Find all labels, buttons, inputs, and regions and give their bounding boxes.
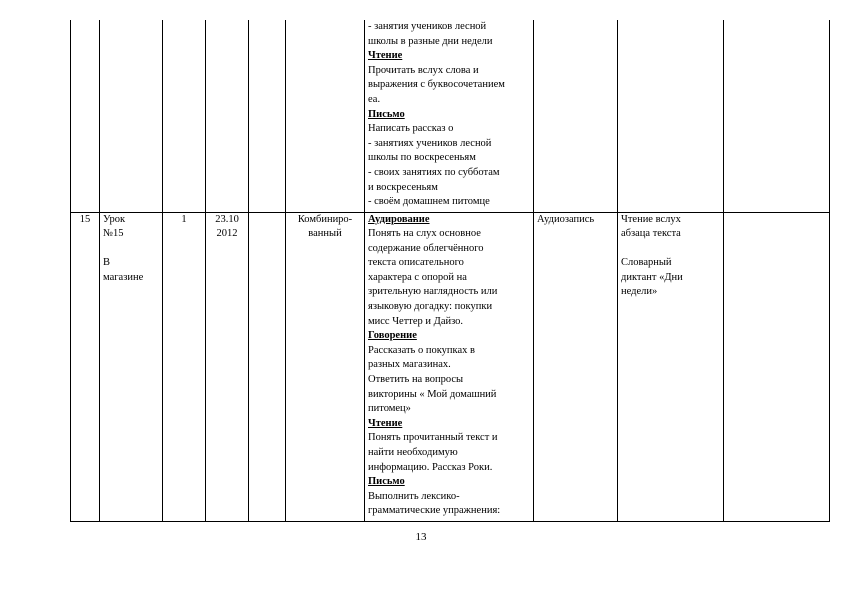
content-line: - занятиях учеников лесной (368, 137, 492, 149)
content-heading: Письмо (368, 476, 405, 488)
date-line: 2012 (216, 228, 238, 240)
content-line: школы в разные дни недели (368, 35, 493, 47)
content-line: Ответить на вопросы (368, 374, 464, 386)
content-line: информацию. Рассказ Роки. (368, 461, 493, 473)
date-line: 23.10 (215, 213, 239, 225)
content-heading: Чтение (368, 417, 403, 429)
cell-number (71, 20, 100, 212)
content-line: - занятия учеников лесной (368, 21, 487, 32)
control-line: Словарный (621, 257, 672, 269)
content-line: выражения с буквосочетанием (368, 79, 505, 91)
content-line: и воскресеньям (368, 181, 438, 193)
content-line: характера с опорой на (368, 271, 467, 283)
lesson-resources: Аудиозапись (537, 213, 595, 225)
control-line (621, 242, 720, 257)
content-line: еа. (368, 93, 381, 105)
topic-line: №15 (103, 228, 124, 240)
content-line: текста описательного (368, 257, 464, 269)
control-line: абзаца текста (621, 228, 681, 240)
table-row (71, 212, 830, 521)
cell-lesson-type (286, 20, 365, 212)
cell-control (618, 212, 724, 521)
topic-line: Урок (103, 213, 126, 225)
cell-resources (534, 20, 618, 212)
content-heading: Письмо (368, 108, 405, 120)
content-line: разных магазинах. (368, 359, 451, 371)
cell-date (206, 212, 249, 521)
cell-hours (163, 20, 206, 212)
content-line: зрительную наглядность или (368, 286, 498, 298)
content-line: грамматические упражнения: (368, 505, 501, 517)
control-line: диктант «Дни (621, 271, 683, 283)
lesson-type-line: ванный (308, 228, 342, 240)
content-line: викторины « Мой домашний (368, 388, 497, 400)
content-line: - своём домашнем питомце (368, 196, 490, 208)
content-line: найти необходимую (368, 447, 458, 458)
page-number: 13 (415, 531, 427, 543)
content-line: языковую догадку: покупки (368, 301, 493, 313)
cell-date (206, 20, 249, 212)
topic-line: магазине (103, 271, 144, 283)
cell-content (365, 20, 534, 212)
lesson-plan-table (70, 20, 830, 522)
cell-blank (249, 20, 286, 212)
topic-line (103, 242, 159, 257)
content-heading: Чтение (368, 50, 403, 62)
content-line: Рассказать о покупках в (368, 344, 475, 356)
content-heading: Аудирование (368, 213, 430, 225)
content-line: Написать рассказ о (368, 123, 454, 135)
cell-homework (724, 20, 830, 212)
control-line: Чтение вслух (621, 213, 681, 225)
cell-number (71, 212, 100, 521)
topic-line: В (103, 257, 111, 269)
content-heading: Говорение (368, 330, 417, 342)
cell-hours (163, 212, 206, 521)
cell-topic (100, 20, 163, 212)
cell-topic (100, 212, 163, 521)
table-row (71, 20, 830, 212)
content-line: Прочитать вслух слова и (368, 64, 479, 76)
control-line: недели» (621, 286, 658, 298)
content-line: Понять прочитанный текст и (368, 432, 498, 444)
content-line: мисс Четтер и Дайзо. (368, 315, 464, 327)
content-line: школы по воскресеньям (368, 152, 476, 164)
content-line: Выполнить лексико- (368, 490, 460, 502)
lesson-number: 15 (79, 213, 91, 225)
content-line: - своих занятиях по субботам (368, 166, 500, 178)
content-line: питомец» (368, 403, 411, 415)
content-line: Понять на слух основное (368, 228, 481, 240)
cell-blank (249, 212, 286, 521)
content-line: содержание облегчённого (368, 242, 484, 254)
cell-content (365, 212, 534, 521)
lesson-type-line: Комбиниро- (297, 213, 353, 225)
cell-resources (534, 212, 618, 521)
cell-homework (724, 212, 830, 521)
cell-control (618, 20, 724, 212)
lesson-hours: 1 (181, 213, 187, 225)
cell-lesson-type (286, 212, 365, 521)
